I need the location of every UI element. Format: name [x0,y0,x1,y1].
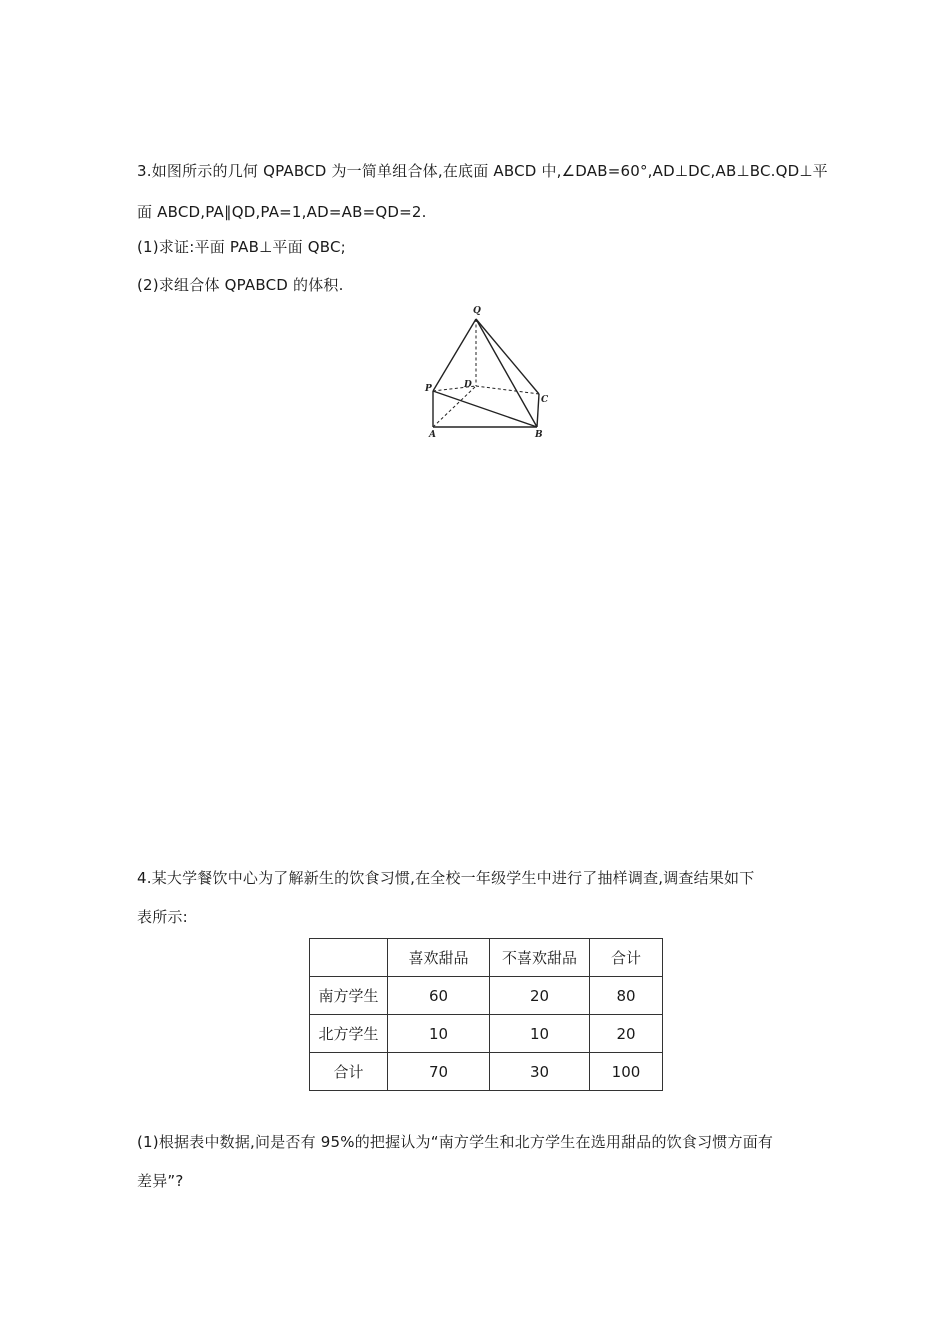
table-cell: 100 [590,1053,663,1091]
table-header-cell: 合计 [590,939,663,977]
problem3-part2: (2)求组合体 QPABCD 的体积. [137,276,344,294]
table-header-cell: 不喜欢甜品 [490,939,590,977]
problem4-part1-line2: 差异”? [137,1172,184,1190]
vertex-label-d: D [464,380,472,390]
vertex-label-c: C [541,395,549,405]
table-cell: 20 [490,977,590,1015]
edge-dc [476,386,539,394]
edge-ad [433,386,476,427]
table-cell: 10 [388,1015,490,1053]
table-cell: 10 [490,1015,590,1053]
problem3-statement-line2: 面 ABCD,PA∥QD,PA=1,AD=AB=QD=2. [137,203,427,221]
survey-table [309,938,663,1091]
pyramid-figure [418,300,558,445]
problem3-part1: (1)求证:平面 PAB⊥平面 QBC; [137,238,346,256]
problem3-statement-line1: 3.如图所示的几何 QPABCD 为一简单组合体,在底面 ABCD 中,∠DAB=60°,AD⊥DC,AB⊥BC.QD⊥平 [137,162,828,180]
table-row [310,1053,663,1091]
table-cell: 30 [490,1053,590,1091]
table-cell: 80 [590,977,663,1015]
table-row [310,1015,663,1053]
pyramid-diagram [418,300,558,445]
edge-qc [476,319,539,394]
table-header-cell: 喜欢甜品 [388,939,490,977]
table-cell: 北方学生 [310,1015,388,1053]
edge-pb [433,391,537,427]
vertex-label-p: P [425,384,432,394]
table-cell: 南方学生 [310,977,388,1015]
problem4-part1-line1: (1)根据表中数据,问是否有 95%的把握认为“南方学生和北方学生在选用甜品的饮食习惯方面有 [137,1133,774,1151]
table-cell: 合计 [310,1053,388,1091]
table-header-cell [310,939,388,977]
table-cell: 20 [590,1015,663,1053]
vertex-label-b: B [535,430,543,440]
edge-bc [537,394,539,427]
problem4-statement-line1: 4.某大学餐饮中心为了解新生的饮食习惯,在全校一年级学生中进行了抽样调查,调查结果如下 [137,869,755,887]
vertex-label-q: Q [473,306,481,316]
vertex-label-a: A [429,430,436,440]
table-cell: 60 [388,977,490,1015]
table-row [310,977,663,1015]
table-header-row [310,939,663,977]
problem4-statement-line2: 表所示: [137,908,188,926]
table-cell: 70 [388,1053,490,1091]
edge-qb [476,319,537,427]
